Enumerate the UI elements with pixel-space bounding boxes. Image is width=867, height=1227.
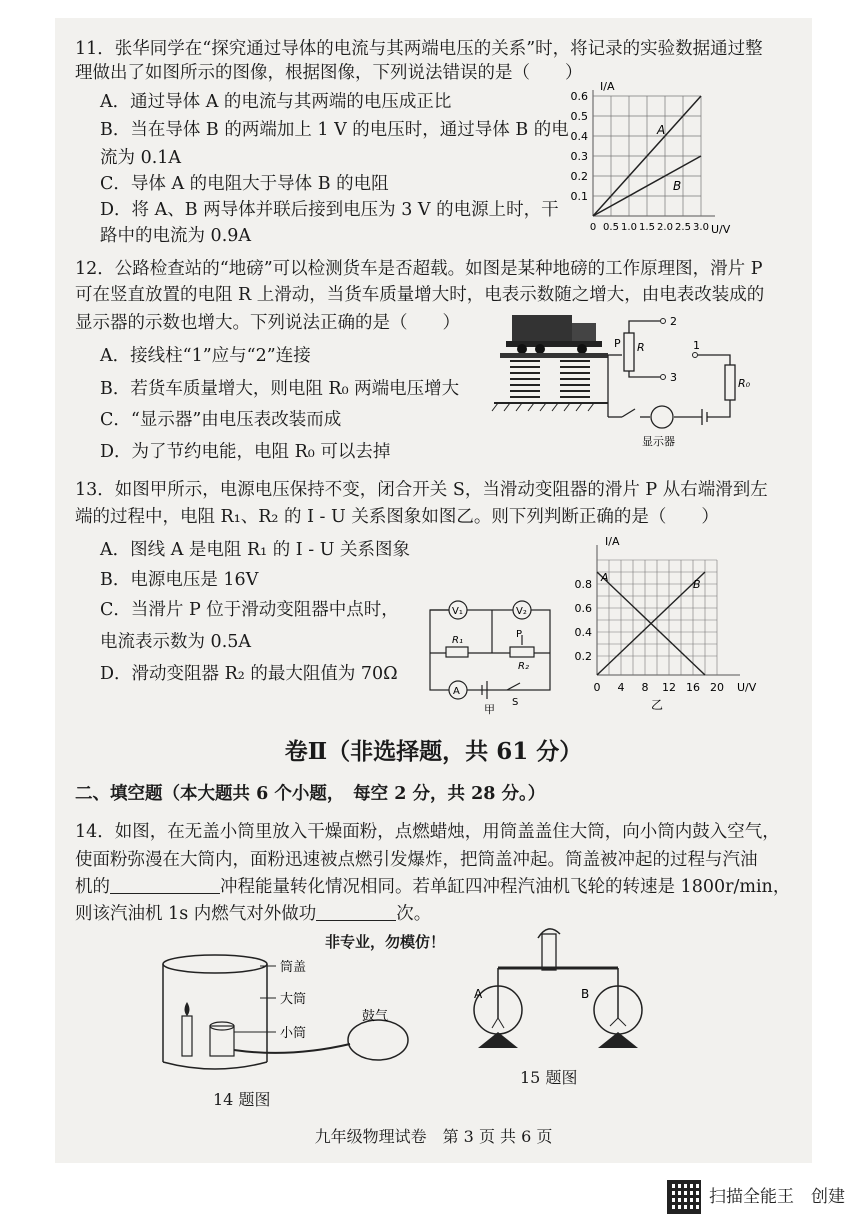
q14-line4 [75,902,431,926]
q13-xtick: 12 [662,681,676,694]
q12-resistor-r-label: R [637,341,645,354]
page-footer: 九年级物理试卷 第 3 页 共 6 页 [314,1127,553,1146]
q13-option-b: B．电源电压是 16V [100,570,259,590]
insulated-handle-icon [542,934,556,970]
q12-weighbridge-diagram [490,305,765,455]
q12-option-a: A．接线柱“1”应与“2”连接 [100,346,311,366]
q11-ytick: 0.1 [570,190,588,203]
fig15-caption: 15 题图 [520,1068,578,1087]
q13-option-c-line2: 电流表示数为 0.5A [100,632,252,652]
q11-ytick: 0.2 [570,170,588,183]
q11-ytick: 0.4 [570,130,588,143]
section-title: 二、填空题（本大题共 6 个小题， 每空 2 分，共 28 分。） [75,784,546,804]
q13-option-a: A．图线 A 是电阻 R₁ 的 I - U 关系图象 [100,540,411,560]
part2-title: 卷Ⅱ（非选择题，共 61 分） [284,738,583,765]
fig15-electroscope [468,920,648,1060]
fig14-dust-explosion [150,950,420,1080]
q11-stem-line2: 理做出了如图所示的图像，根据图像，下列说法错误的是（ ） [75,63,583,83]
q12-terminal-2: 2 [670,315,677,328]
q11-option-c: C．导体 A 的电阻大于导体 B 的电阻 [100,174,389,194]
q13-ytick: 0.8 [574,578,592,591]
q13-xtick: 8 [641,681,649,694]
q11-xtick: 0.5 [603,222,619,233]
q13-xtick: 16 [686,681,700,694]
q11-ytick: 0.5 [570,110,588,123]
q13-option-c-line1: C．当滑片 P 位于滑动变阻器中点时， [100,600,399,620]
q14-line3-start: 机的 [75,877,110,897]
q13-graph-caption: 乙 [651,698,664,712]
q11-xtick: 2.5 [675,222,691,233]
q13-x-axis-label: U/V [737,681,757,694]
label-big-cylinder: 大筒 [280,992,307,1007]
q11-stem-line1: 11．张华同学在“探究通过导体的电流与其两端电压的关系”时，将记录的实验数据通过整 [75,39,763,59]
label-blow-air: 鼓气 [362,1009,389,1024]
q13-voltmeter-v2-label: V₂ [516,606,527,617]
q13-voltmeter-v1-label: V₁ [452,606,463,617]
q13-option-d: D．滑动变阻器 R₂ 的最大阻值为 70Ω [100,664,398,684]
label-lid: 筒盖 [280,960,307,975]
q13-stem-line1: 13．如图甲所示，电源电压保持不变，闭合开关 S，当滑动变阻器的滑片 P 从右端滑到左 [75,480,768,500]
q13-line-b-label: B [693,578,701,591]
q11-option-b-line1: B．当在导体 B 的两端加上 1 V 的电压时，通过导体 B 的电 [100,120,569,140]
q14-answer-blank-2[interactable] [316,902,396,921]
q13-xtick: 20 [710,681,724,694]
qr-code-icon [667,1180,701,1214]
spring-icon [510,361,590,397]
q13-switch-label: S [512,697,519,708]
q14-line4-end: 次。 [396,904,432,924]
q14-line1: 14．如图，在无盖小筒里放入干燥面粉，点燃蜡烛，用筒盖盖住大筒，向小筒内鼓入空气， [75,822,780,842]
q14-line2: 使面粉弥漫在大筒内，面粉迅速被点燃引发爆炸，把筒盖冲起。筒盖被冲起的过程与汽油 [75,850,758,870]
q12-display-label: 显示器 [642,435,675,448]
q11-xtick: 2.0 [657,222,673,233]
q11-y-axis-label: I/A [600,80,615,93]
q12-option-c: C．“显示器”由电压表改装而成 [100,410,342,430]
fig14-caption: 14 题图 [213,1090,271,1109]
q11-option-d-line1: D．将 A、B 两导体并联后接到电压为 3 V 的电源上时，干 [100,200,559,220]
q13-xtick: 4 [617,681,625,694]
q12-option-b: B．若货车质量增大，则电阻 R₀ 两端电压增大 [100,379,460,399]
q13-ytick: 0.2 [574,650,592,663]
q13-ammeter-label: A [453,686,460,697]
scanner-watermark [667,1180,845,1214]
q13-circuit-diagram [422,595,562,715]
q13-r2-label: R₂ [518,661,529,672]
q13-ytick: 0.4 [574,626,592,639]
q11-option-d-line2: 路中的电流为 0.9A [100,226,252,246]
q13-slider-label: P [516,629,523,640]
q12-stem-line1: 12．公路检查站的“地磅”可以检测货车是否超载。如图是某种地磅的工作原理图，滑片 P [75,259,763,279]
bellows-bulb-icon [348,1020,408,1060]
q11-xtick: 0 [589,222,597,233]
electroscope-a-label: A [474,987,483,1001]
q11-xtick: 1.0 [621,222,637,233]
q13-ytick: 0.6 [574,602,592,615]
label-small-cylinder: 小筒 [280,1026,307,1041]
q11-iu-graph [560,78,735,238]
scanner-text: 扫描全能王 创建 [709,1187,845,1207]
electroscope-b-label: B [581,987,590,1001]
q14-line3 [75,875,790,899]
q11-x-axis-label: U/V [711,223,731,236]
q13-y-axis-label: I/A [605,535,620,548]
q12-slider-label: P [614,337,621,350]
q13-circuit-caption: 甲 [484,703,495,715]
flame-icon [185,1002,190,1016]
candle-icon [182,1016,192,1056]
q13-r1-label: R₁ [452,635,463,646]
q11-ytick: 0.3 [570,150,588,163]
q13-stem-line2: 端的过程中，电阻 R₁、R₂ 的 I - U 关系图象如图乙。则下列判断正确的是（ ） [75,507,719,527]
q13-iu-graph [565,535,765,715]
warning-text: 非专业，勿模仿！ [325,933,446,951]
truck-icon [506,315,602,354]
q12-stem-line2: 可在竖直放置的电阻 R 上滑动，当货车质量增大时，电表示数随之增大，由电表改装成的 [75,285,765,305]
q13-xtick: 0 [593,681,601,694]
q12-terminal-3: 3 [670,371,677,384]
q14-line4-start: 则该汽油机 1s 内燃气对外做功 [75,904,317,924]
q11-line-b-label: B [673,179,682,193]
q12-resistor-r0-label: R₀ [738,377,751,390]
q12-stem-line3: 显示器的示数也增大。下列说法正确的是（ ） [75,313,460,333]
q12-option-d: D．为了节约电能，电阻 R₀ 可以去掉 [100,442,391,462]
q14-line3-end: 冲程能量转化情况相同。若单缸四冲程汽油机飞轮的转速是 1800r/min， [220,877,791,897]
q11-xtick: 1.5 [639,222,655,233]
q11-xtick: 3.0 [693,222,709,233]
q12-terminal-1: 1 [693,339,700,352]
q11-option-b-line2: 流为 0.1A [100,148,182,168]
q13-line-a-label: A [601,571,609,584]
q11-ytick: 0.6 [570,90,588,103]
q11-line-a-label: A [657,123,666,137]
q11-option-a: A．通过导体 A 的电流与其两端的电压成正比 [100,92,452,112]
q14-answer-blank-1[interactable] [110,875,220,894]
